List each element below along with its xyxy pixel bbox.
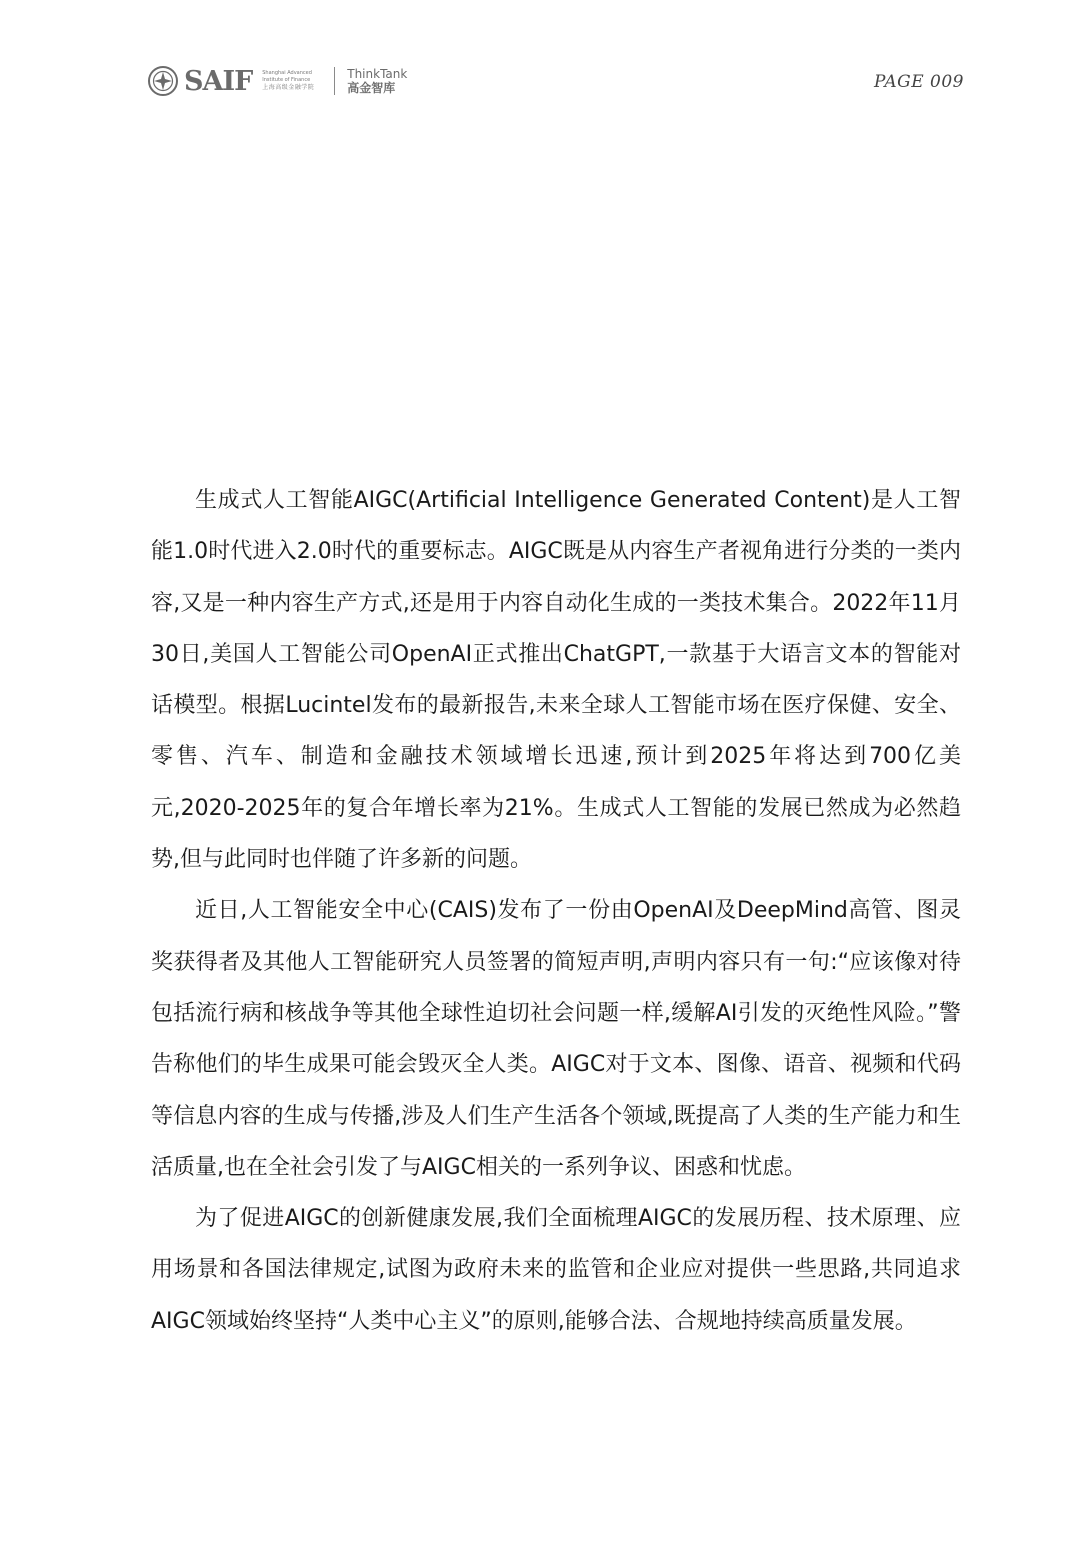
institute-name-en-1: Shanghai Advanced — [262, 70, 312, 76]
article-body — [151, 475, 961, 1347]
page-header — [148, 62, 964, 100]
saif-logo — [148, 62, 407, 100]
header-divider — [334, 67, 335, 95]
paragraph-1: 生成式人工智能AIGC(Artificial Intelligence Generated Content)是人工智能1.0时代进入2.0时代的重要标志。AIGC既是从内容生产者视角进行分类的一类内容,又是一种内容生产方式,还是用于内容自动化生成的一类技术集合。2022年11月30日,美国人工智能公司OpenAI正式推出ChatGPT,一款基于大语言文本的智能对话模型。根据Lucintel发布的最新报告,未来全球人工智能市场在医疗保健、安全、零售、汽车、制造和金融技术领域增长迅速,预计到2025年将达到700亿美元,2020-2025年的复合年增长率为21%。生成式人工智能的发展已然成为必然趋势,但与此同时也伴随了许多新的问题。 — [151, 488, 961, 873]
thinktank-cn: 高金智库 — [347, 80, 396, 95]
institute-name — [262, 70, 320, 92]
saif-seal-icon — [148, 66, 178, 96]
thinktank-en: ThinkTank — [347, 66, 408, 81]
thinktank-label — [347, 67, 407, 96]
institute-name-cn: 上海高级金融学院 — [262, 84, 315, 91]
brand-name: SAIF — [184, 65, 253, 97]
page-number: PAGE 009 — [874, 72, 964, 92]
institute-name-en-2: Institute of Finance — [262, 77, 311, 83]
paragraph-2: 近日,人工智能安全中心(CAIS)发布了一份由OpenAI及DeepMind高管、图灵奖获得者及其他人工智能研究人员签署的简短声明,声明内容只有一句:“应该像对待包括流行病和核战争等其他全球性迫切社会问题一样,缓解AI引发的灭绝性风险。”警告称他们的毕生成果可能会毁灭全人类。AIGC对于文本、图像、语音、视频和代码等信息内容的生成与传播,涉及人们生产生活各个领域,既提高了人类的生产能力和生活质量,也在全社会引发了与AIGC相关的一系列争议、困惑和忧虑。 — [151, 898, 961, 1180]
paragraph-3: 为了促进AIGC的创新健康发展,我们全面梳理AIGC的发展历程、技术原理、应用场景和各国法律规定,试图为政府未来的监管和企业应对提供一些思路,共同追求AIGC领域始终坚持“人类中心主义”的原则,能够合法、合规地持续高质量发展。 — [151, 1206, 961, 1334]
